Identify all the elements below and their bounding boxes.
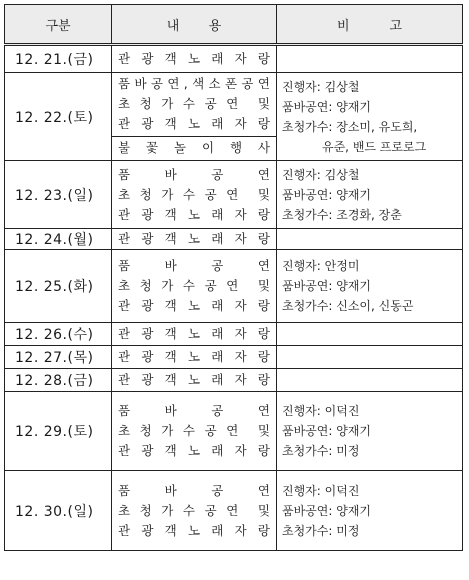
- schedule-table-wrapper: [4, 4, 462, 551]
- note-line: 초청가수: 미정: [282, 444, 360, 458]
- table-row: [5, 45, 463, 73]
- fireworks-line: 불 꽃 놀 이 행 사: [112, 136, 276, 159]
- content-line: 초 청 가 수 공 연 및: [118, 502, 270, 518]
- content-line: 관 광 객 노 래 자 랑: [118, 298, 270, 313]
- content-cell: [112, 229, 277, 250]
- note-line: 품바공연: 양재기: [282, 187, 372, 202]
- note-line: 품바공연: 양재기: [282, 279, 372, 293]
- note-line: 초청가수: 조경화, 장춘: [282, 207, 402, 222]
- date-cell: 12. 23.(일): [5, 161, 112, 229]
- header-date: 구분: [5, 5, 112, 45]
- date-cell: 12. 22.(토): [5, 73, 112, 161]
- note-line: 진행자: 이덕진: [282, 483, 360, 498]
- content-line: 품 바 공 연: [118, 403, 270, 418]
- note-line: 진행자: 김상철: [282, 79, 360, 94]
- content-line: 관 광 객 노 래 자 랑: [118, 443, 270, 458]
- date-cell: 12. 28.(금): [5, 369, 112, 392]
- table-row: [5, 369, 463, 392]
- date-cell: 12. 25.(화): [5, 250, 112, 323]
- content-line: 관 광 객 노 래 자 랑: [118, 349, 270, 364]
- note-cell: [277, 45, 463, 73]
- content-line: 관 광 객 노 래 자 랑: [118, 116, 270, 131]
- note-line: 초청가수: 미정: [282, 523, 360, 538]
- content-cell: [112, 73, 277, 161]
- header-row: [5, 5, 463, 45]
- content-cell: [112, 250, 277, 323]
- date-cell: 12. 26.(수): [5, 323, 112, 346]
- schedule-table: [4, 4, 463, 551]
- content-line: 관 광 객 노 래 자 랑: [118, 372, 270, 387]
- content-line: 관 광 객 노 래 자 랑: [118, 206, 270, 222]
- header-content: 내 용: [112, 5, 277, 45]
- note-cell: [277, 250, 463, 323]
- content-cell: [112, 392, 277, 471]
- content-line: 관 광 객 노 래 자 랑: [118, 326, 270, 341]
- note-cell: [277, 346, 463, 369]
- content-line: 품 바 공 연: [118, 482, 270, 498]
- content-cell: [112, 323, 277, 346]
- note-line: 진행자: 이덕진: [282, 404, 360, 418]
- content-line: 품 바 공 연: [118, 166, 270, 182]
- content-line: 초 청 가 수 공 연 및: [118, 186, 270, 202]
- content-line: 초 청 가 수 공 연 및: [118, 96, 270, 111]
- table-row: [5, 161, 463, 229]
- note-cell: [277, 229, 463, 250]
- header-note: 비 고: [277, 5, 463, 45]
- content-line: 관 광 객 노 래 자 랑: [118, 51, 270, 66]
- note-cell: [277, 161, 463, 229]
- note-line: 품바공연: 양재기: [282, 99, 372, 114]
- table-row: [5, 250, 463, 323]
- note-cell: [277, 323, 463, 346]
- content-line: 품 바 공 연 , 색 소 폰 공 연: [118, 76, 270, 91]
- note-line: 초청가수: 신소이, 신동곤: [282, 299, 414, 313]
- table-row: [5, 73, 463, 161]
- date-cell: 12. 30.(일): [5, 471, 112, 551]
- content-line: 품 바 공 연: [118, 258, 270, 273]
- date-cell: 12. 29.(토): [5, 392, 112, 471]
- content-line: 초 청 가 수 공 연 및: [118, 423, 270, 438]
- content-line: 초 청 가 수 공 연 및: [118, 278, 270, 293]
- content-line: 관 광 객 노 래 자 랑: [118, 231, 270, 246]
- content-cell: [112, 161, 277, 229]
- note-cell: [277, 369, 463, 392]
- content-cell: [112, 369, 277, 392]
- table-row: [5, 346, 463, 369]
- note-cell: [277, 392, 463, 471]
- table-row: [5, 471, 463, 551]
- note-line: 초청가수: 장소미, 유도희,: [282, 119, 418, 134]
- note-line: 품바공연: 양재기: [282, 503, 372, 518]
- table-row: [5, 229, 463, 250]
- content-line: 관 광 객 노 래 자 랑: [118, 522, 270, 538]
- table-row: [5, 392, 463, 471]
- date-cell: 12. 27.(목): [5, 346, 112, 369]
- note-line: 유준, 밴드 프로로그: [322, 139, 427, 154]
- note-cell: [277, 471, 463, 551]
- table-row: [5, 323, 463, 346]
- content-cell: [112, 346, 277, 369]
- note-cell: [277, 73, 463, 161]
- date-cell: 12. 21.(금): [5, 45, 112, 73]
- note-line: 진행자: 김상철: [282, 167, 360, 182]
- note-line: 품바공연: 양재기: [282, 424, 372, 438]
- note-line: 진행자: 안정미: [282, 259, 360, 273]
- content-cell: [112, 471, 277, 551]
- date-cell: 12. 24.(월): [5, 229, 112, 250]
- content-cell: [112, 45, 277, 73]
